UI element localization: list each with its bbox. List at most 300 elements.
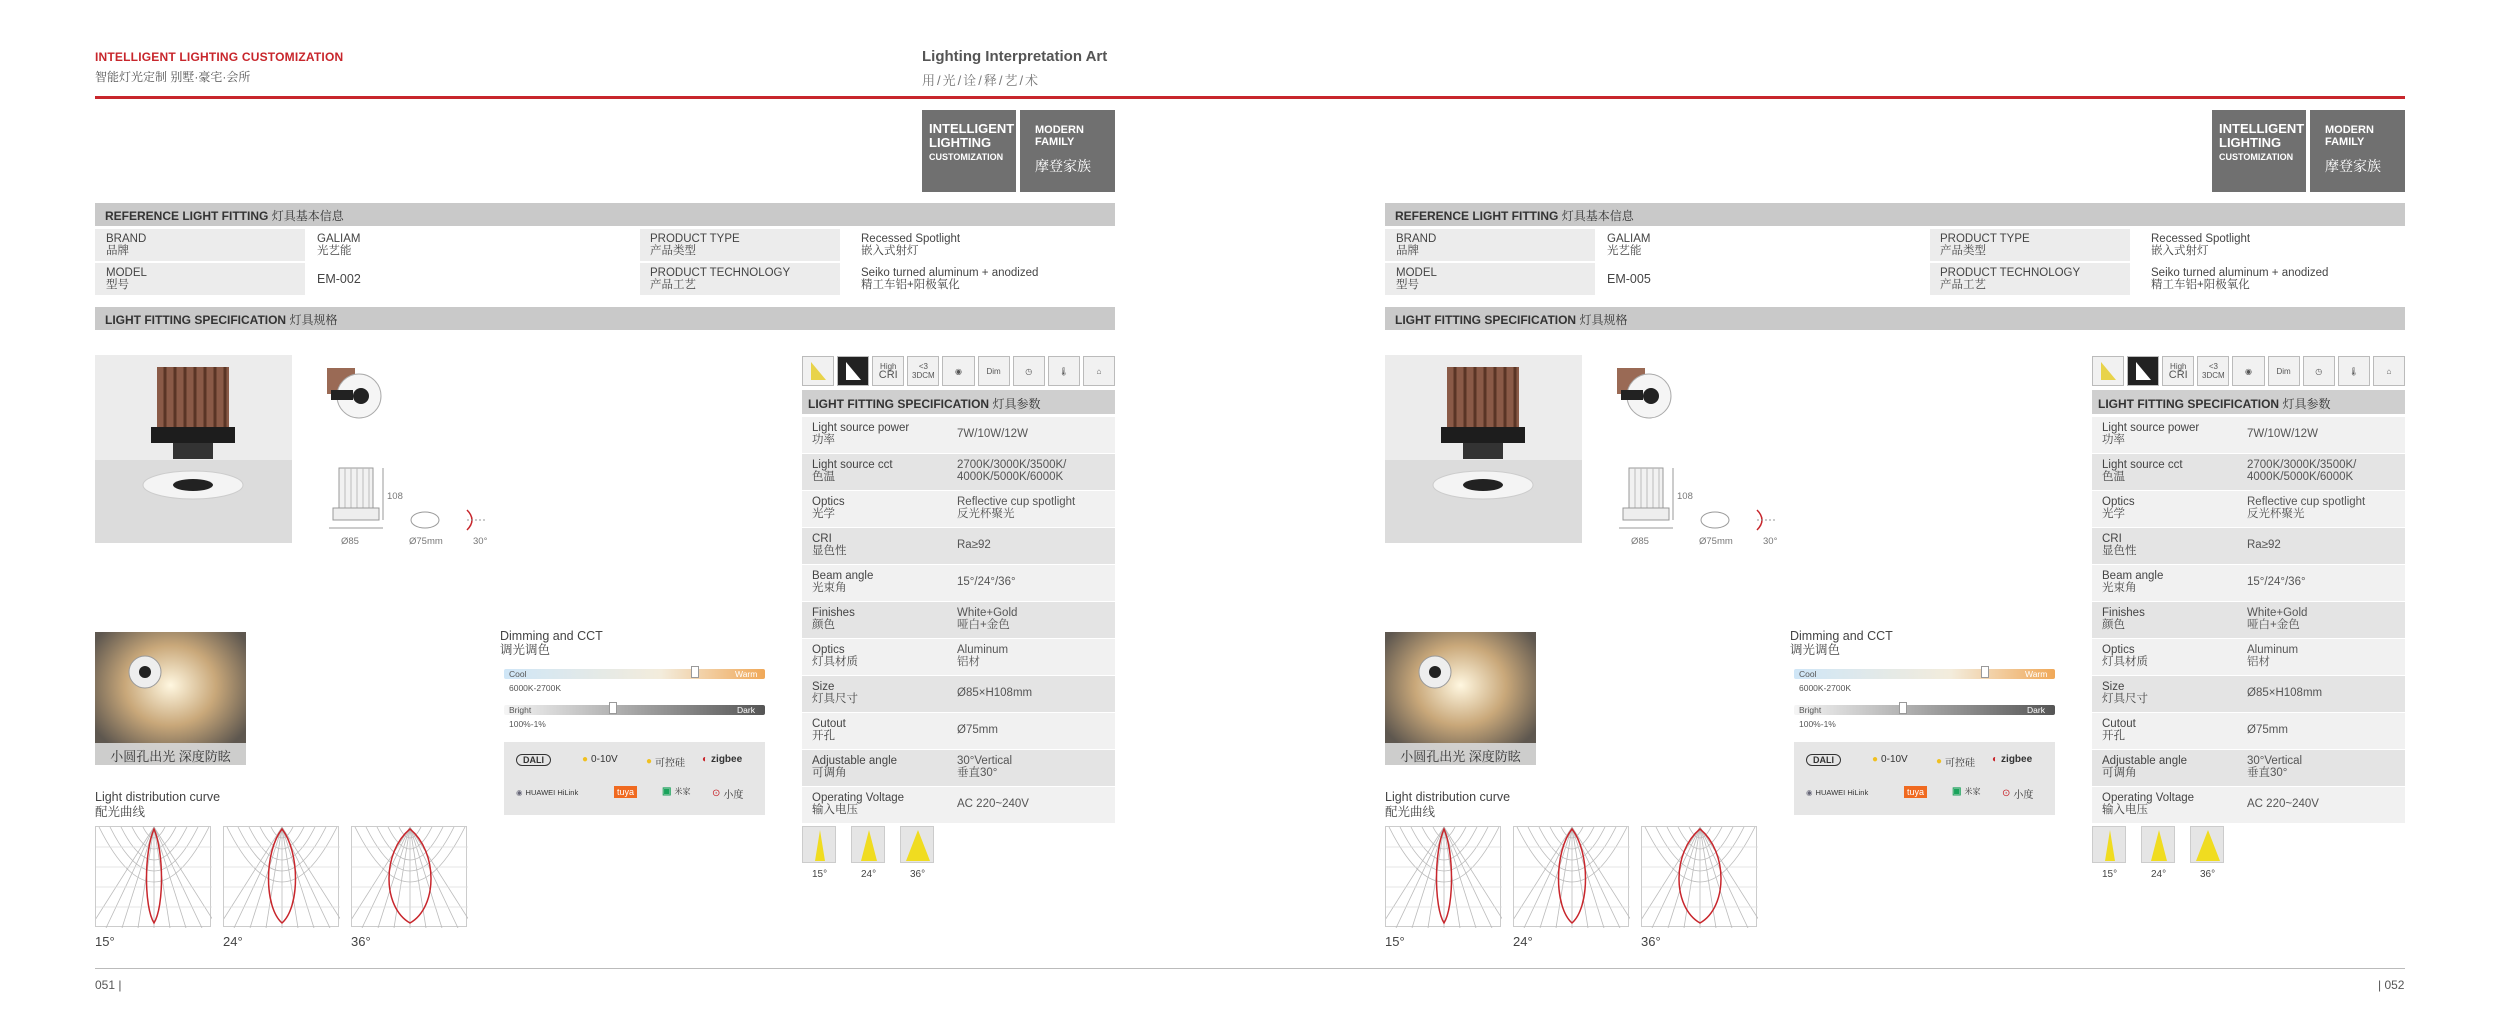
dali-text: DALI <box>1806 754 1841 766</box>
spec-row <box>2092 750 2405 786</box>
hole-caption: 小圆孔出光 深度防眩 <box>1385 743 1536 765</box>
dim-icon <box>2268 356 2300 386</box>
brand-value-en: GALIAM <box>1607 233 1651 245</box>
page-left <box>95 0 1115 1035</box>
hole-caption: 小圆孔出光 深度防眩 <box>95 743 246 765</box>
spec-label-cn: 开孔 <box>2102 730 2125 742</box>
cri-top: High <box>880 362 897 371</box>
hilink-logo: ◉ HUAWEI HiLink <box>1806 788 1869 797</box>
cri-text: CRI <box>2168 369 2188 381</box>
spec-value-line1: Aluminum <box>2247 644 2299 656</box>
ref-model-label <box>106 267 147 291</box>
model-label-cn: 型号 <box>106 279 129 291</box>
brightness-gradient-bar <box>504 705 765 715</box>
spec-label <box>2102 533 2242 557</box>
tuya-text: tuya <box>1904 786 1927 798</box>
spec-label-en: Finishes <box>812 607 855 619</box>
spec-label-en: Optics <box>2102 496 2135 508</box>
spec-label-cn: 色温 <box>2102 471 2125 483</box>
spec-row <box>802 750 1115 786</box>
ref-brand-value <box>317 233 360 257</box>
dimming-title-cn: 调光调色 <box>500 643 551 657</box>
home-icon: ⌂ <box>2373 356 2405 386</box>
spec-label-en: Beam angle <box>812 570 874 582</box>
brand-value-en: GALIAM <box>317 233 361 245</box>
cct-range: 6000K-2700K <box>1799 683 1851 693</box>
spec-value <box>957 428 1112 440</box>
xiaodu-logo: ⊙ 小度 <box>712 788 744 801</box>
logo-family: FAMILY <box>2325 136 2365 148</box>
section-reference-cn: 灯具基本信息 <box>271 209 344 223</box>
spec-label-cn: 光束角 <box>812 582 847 594</box>
beam-angle-label: 15° <box>812 869 828 880</box>
clock-icon: ◷ <box>1013 356 1045 386</box>
dimming-title-en: Dimming and CCT <box>500 629 603 643</box>
spec-table-header <box>2092 390 2405 414</box>
zigbee-logo: ◐ zigbee <box>702 754 743 765</box>
ptech-value-en: Seiko turned aluminum + anodized <box>861 267 1039 279</box>
spec-label <box>812 792 952 816</box>
spec-label <box>812 496 952 520</box>
beam-icon <box>802 356 834 386</box>
ref-ptech-value <box>2151 267 2328 291</box>
spec-label-en: Adjustable angle <box>2102 755 2188 767</box>
brand-value-cn: 光艺能 <box>1607 245 1642 257</box>
product-angle-icon <box>317 360 397 430</box>
spec-label-en: Operating Voltage <box>2102 792 2195 804</box>
spec-value-line1: 30°Vertical <box>957 755 1013 767</box>
distribution-label: 24° <box>223 934 243 949</box>
distribution-label: 15° <box>95 934 115 949</box>
spec-row <box>802 676 1115 712</box>
spec-label <box>2102 755 2242 779</box>
spec-value <box>957 607 1112 631</box>
product-photo <box>95 355 292 543</box>
logo-line2: LIGHTING <box>2219 135 2282 150</box>
spec-label-cn: 灯具材质 <box>2102 656 2148 668</box>
ref-ptype-value <box>2151 233 2250 257</box>
logo-modern: MODERN <box>2325 124 2374 136</box>
logo-family-cn: 摩登家族 <box>2325 158 2381 174</box>
dimming-title-cn: 调光调色 <box>1790 643 1841 657</box>
spec-value <box>2247 496 2402 520</box>
hilink-logo: ◉ HUAWEI HiLink <box>516 788 579 797</box>
dim-angle: 30° <box>1763 536 1778 547</box>
beam-angle-label: 24° <box>861 869 877 880</box>
spec-row <box>2092 602 2405 638</box>
tuya-logo <box>614 786 637 798</box>
hilink-text: HUAWEI HiLink <box>525 788 579 797</box>
spec-value-line1: AC 220~240V <box>957 798 1029 810</box>
beam-angle-icon <box>2092 826 2126 863</box>
spec-label-en: Beam angle <box>2102 570 2164 582</box>
cct-gradient-bar <box>504 669 765 679</box>
section-reference-en: REFERENCE LIGHT FITTING <box>1395 209 1559 223</box>
ptype-label-cn: 产品类型 <box>1940 245 1986 257</box>
ptech-value-cn: 精工车铝+阳极氧化 <box>2151 279 2250 291</box>
logo-modern: MODERN <box>1035 124 1084 136</box>
spec-label-cn: 显色性 <box>812 545 847 557</box>
dali-logo <box>516 754 551 766</box>
spec-value-line1: 2700K/3000K/3500K/ <box>957 459 1067 471</box>
xiaodu-text: 小度 <box>723 790 744 801</box>
hilink-text: HUAWEI HiLink <box>1815 788 1869 797</box>
ref-brand-label <box>1396 233 1436 257</box>
spec-value-line1: 7W/10W/12W <box>2247 428 2318 440</box>
ref-ptype-label <box>1940 233 2030 257</box>
ptype-value-en: Recessed Spotlight <box>2151 233 2251 245</box>
spec-row <box>802 565 1115 601</box>
brightness-gradient-bar <box>1794 705 2055 715</box>
hole-photo <box>1385 632 1536 765</box>
dim-icon <box>978 356 1010 386</box>
spec-label-en: Light source cct <box>2102 459 2183 471</box>
cct-cool-label: Cool <box>509 669 527 679</box>
xiaodu-text: 小度 <box>2013 790 2034 801</box>
feature-icons <box>802 356 1115 386</box>
spec-label <box>812 459 952 483</box>
section-spec-en: LIGHT FITTING SPECIFICATION <box>105 313 287 327</box>
ref-ptech-label <box>1940 267 2080 291</box>
ref-model-value: EM-005 <box>1607 272 1651 286</box>
bright-range: 100%-1% <box>1799 719 1836 729</box>
ptech-label-en: PRODUCT TECHNOLOGY <box>650 267 791 279</box>
spec-label-cn: 输入电压 <box>2102 804 2148 816</box>
distribution-curve <box>1385 826 1501 927</box>
spec-label <box>812 644 952 668</box>
brand-label-cn: 品牌 <box>106 245 129 257</box>
ptype-value-cn: 嵌入式射灯 <box>2151 245 2209 257</box>
ptech-label-en: PRODUCT TECHNOLOGY <box>1940 267 2081 279</box>
spec-row <box>2092 787 2405 823</box>
zigbee-text: zigbee <box>711 754 743 765</box>
logo-line2: LIGHTING <box>929 135 992 150</box>
section-reference-en: REFERENCE LIGHT FITTING <box>105 209 269 223</box>
beam-angle-icon <box>2190 826 2224 863</box>
spec-label <box>812 755 952 779</box>
cct-slider-handle <box>1981 666 1989 678</box>
010v-logo: ● 0-10V <box>1872 754 1908 765</box>
reference-info <box>95 229 1115 297</box>
spec-value <box>2247 459 2402 483</box>
distribution-curve <box>351 826 467 927</box>
cri-text: CRI <box>878 369 898 381</box>
cri-icon <box>2162 356 2194 386</box>
spec-table-title-en: LIGHT FITTING SPECIFICATION <box>2098 397 2280 411</box>
spec-value-line1: 2700K/3000K/3500K/ <box>2247 459 2357 471</box>
spec-value <box>957 496 1112 520</box>
dim-text: Dim <box>2276 366 2291 376</box>
ptech-label-cn: 产品工艺 <box>650 279 696 291</box>
dimming-title <box>1790 629 1893 657</box>
010v-logo: ● 0-10V <box>582 754 618 765</box>
spec-label <box>2102 792 2242 816</box>
spec-label-cn: 可调角 <box>812 767 847 779</box>
ugr-top: <3 <box>918 362 928 371</box>
spec-value-line1: Ø75mm <box>957 724 998 736</box>
dim-height: 108 <box>387 491 403 502</box>
dark-label: Dark <box>737 705 755 715</box>
distribution-title-cn: 配光曲线 <box>1385 805 1436 819</box>
page-number-left: 051 | <box>95 978 122 992</box>
distribution-title-cn: 配光曲线 <box>95 805 146 819</box>
triac-text: 可控硅 <box>655 758 686 769</box>
ugr-icon <box>907 356 939 386</box>
spec-label-cn: 光束角 <box>2102 582 2137 594</box>
spec-label <box>2102 422 2242 446</box>
spec-label-en: Size <box>812 681 835 693</box>
ref-ptype-value <box>861 233 960 257</box>
dimming-title <box>500 629 603 657</box>
spec-label-en: Optics <box>2102 644 2135 656</box>
spec-label-en: CRI <box>2102 533 2122 545</box>
spec-label-en: Light source cct <box>812 459 893 471</box>
spec-value-line1: Ra≥92 <box>957 539 991 551</box>
ref-model-label <box>1396 267 1437 291</box>
tuya-text: tuya <box>614 786 637 798</box>
protocol-logos <box>1794 742 2055 815</box>
spec-label <box>812 570 952 594</box>
spec-label-cn: 显色性 <box>2102 545 2137 557</box>
spec-value <box>2247 428 2402 440</box>
spec-label <box>2102 459 2242 483</box>
brand-label-cn: 品牌 <box>1396 245 1419 257</box>
logo-line3: CUSTOMIZATION <box>929 152 1004 162</box>
spec-label-cn: 颜色 <box>812 619 835 631</box>
spec-row <box>802 787 1115 823</box>
spec-table-header <box>802 390 1115 414</box>
spec-table-title-en: LIGHT FITTING SPECIFICATION <box>808 397 990 411</box>
spec-label <box>2102 644 2242 668</box>
bright-label: Bright <box>1799 705 1822 715</box>
beam-angle-label: 36° <box>2200 869 2216 880</box>
thermo-icon: 🌡 <box>1048 356 1080 386</box>
spec-value-line1: 15°/24°/36° <box>957 576 1016 588</box>
spec-label <box>2102 681 2242 705</box>
distribution-curve <box>223 826 339 927</box>
triac-text: 可控硅 <box>1945 758 1976 769</box>
logo-intelligent <box>2212 110 2306 192</box>
spec-value-line1: 30°Vertical <box>2247 755 2303 767</box>
model-label-en: MODEL <box>106 267 147 279</box>
spec-value <box>957 798 1112 810</box>
logo-line3: CUSTOMIZATION <box>2219 152 2294 162</box>
zigbee-logo: ◐ zigbee <box>1992 754 2033 765</box>
spec-label-cn: 输入电压 <box>812 804 858 816</box>
spec-label <box>812 681 952 705</box>
dim-cutout: Ø75mm <box>1699 536 1733 547</box>
section-reference-cn: 灯具基本信息 <box>1561 209 1634 223</box>
ptype-value-cn: 嵌入式射灯 <box>861 245 919 257</box>
spec-label-cn: 颜色 <box>2102 619 2125 631</box>
spec-value-line2: 哑白+金色 <box>957 619 1010 631</box>
clock-icon: ◷ <box>2303 356 2335 386</box>
spec-row <box>2092 528 2405 564</box>
beam-angle-label: 15° <box>2102 869 2118 880</box>
logo-line1: INTELLIGENT <box>929 121 1015 136</box>
spec-row <box>802 602 1115 638</box>
spec-label <box>812 533 952 557</box>
section-spec-en: LIGHT FITTING SPECIFICATION <box>1395 313 1577 327</box>
mijia-text: 米家 <box>674 787 691 796</box>
spec-row <box>2092 713 2405 749</box>
spec-value-line2: 铝材 <box>2247 656 2270 668</box>
spec-row <box>802 454 1115 490</box>
ugr-top: <3 <box>2208 362 2218 371</box>
ugr-text: 3DCM <box>912 371 935 380</box>
ugr-text: 3DCM <box>2202 371 2225 380</box>
dim-diameter: Ø85 <box>1631 536 1649 547</box>
logo-family: FAMILY <box>1035 136 1075 148</box>
xiaodu-logo: ⊙ 小度 <box>2002 788 2034 801</box>
spec-value <box>957 687 1112 699</box>
spec-value <box>2247 687 2402 699</box>
spec-value-line2: 反光杯聚光 <box>957 508 1015 520</box>
010v-text: 0-10V <box>1881 754 1908 765</box>
spec-value <box>957 576 1112 588</box>
cri-top: High <box>2170 362 2187 371</box>
spec-value <box>2247 755 2402 779</box>
spec-row <box>802 713 1115 749</box>
distribution-title-en: Light distribution curve <box>95 790 221 804</box>
spec-value-line1: Reflective cup spotlight <box>957 496 1076 508</box>
spec-label-cn: 功率 <box>2102 434 2125 446</box>
distribution-label: 24° <box>1513 934 1533 949</box>
spec-label-en: Finishes <box>2102 607 2145 619</box>
spec-value-line1: 7W/10W/12W <box>957 428 1028 440</box>
ref-ptech-label <box>650 267 790 291</box>
spec-value-line1: Aluminum <box>957 644 1009 656</box>
spec-label-en: Size <box>2102 681 2125 693</box>
dark-label: Dark <box>2027 705 2045 715</box>
spec-label <box>2102 607 2242 631</box>
protocol-logos <box>504 742 765 815</box>
section-specification <box>95 307 1115 330</box>
cct-gradient-bar <box>1794 669 2055 679</box>
spec-table-title-cn: 灯具参数 <box>2282 397 2331 411</box>
spec-label-cn: 功率 <box>812 434 835 446</box>
spec-value-line1: Ø85×H108mm <box>2247 687 2323 699</box>
spec-value-line1: White+Gold <box>957 607 1018 619</box>
beam-angle-icon <box>2141 826 2175 863</box>
spec-value <box>2247 539 2402 551</box>
cct-warm-label: Warm <box>735 669 758 679</box>
brightness-slider-handle <box>1899 702 1907 714</box>
spec-label-cn: 色温 <box>812 471 835 483</box>
spec-label-en: Light source power <box>812 422 910 434</box>
spec-value-line2: 铝材 <box>957 656 980 668</box>
art-title: Lighting Interpretation Art <box>922 48 1108 65</box>
logo-family-cn: 摩登家族 <box>1035 158 1091 174</box>
spec-value <box>957 755 1112 779</box>
dali-logo <box>1806 754 1841 766</box>
tuya-logo <box>1904 786 1927 798</box>
distribution-label: 36° <box>351 934 371 949</box>
dimming-title-en: Dimming and CCT <box>1790 629 1893 643</box>
spec-value-line2: 垂直30° <box>2247 767 2288 779</box>
spec-value <box>957 539 1112 551</box>
ref-ptype-label <box>650 233 740 257</box>
010v-text: 0-10V <box>591 754 618 765</box>
spec-value-line1: Ra≥92 <box>2247 539 2281 551</box>
spec-value <box>2247 724 2402 736</box>
brightness-slider-handle <box>609 702 617 714</box>
logo-intelligent <box>922 110 1016 192</box>
product-angle-icon <box>1607 360 1687 430</box>
spec-value-line2: 垂直30° <box>957 767 998 779</box>
spec-value <box>957 644 1112 668</box>
spec-value-line1: Ø75mm <box>2247 724 2288 736</box>
glare-icon <box>837 356 869 386</box>
ugr-icon <box>2197 356 2229 386</box>
spec-row <box>2092 417 2405 453</box>
spec-row <box>802 639 1115 675</box>
spec-label-en: Operating Voltage <box>812 792 905 804</box>
spec-label-en: Optics <box>812 644 845 656</box>
cct-warm-label: Warm <box>2025 669 2048 679</box>
beam-angle-label: 24° <box>2151 869 2167 880</box>
reference-info <box>1385 229 2405 297</box>
dim-diameter: Ø85 <box>341 536 359 547</box>
brand-label-en: BRAND <box>1396 233 1437 245</box>
mijia-text: 米家 <box>1964 787 1981 796</box>
spec-value-line2: 哑白+金色 <box>2247 619 2300 631</box>
dali-text: DALI <box>516 754 551 766</box>
hole-photo <box>95 632 246 765</box>
cct-cool-label: Cool <box>1799 669 1817 679</box>
page-number-right: | 052 <box>2378 978 2405 992</box>
brand-subtitle: 智能灯光定制 别墅·豪宅·会所 <box>95 70 251 84</box>
cri-icon <box>872 356 904 386</box>
spec-row <box>802 491 1115 527</box>
ptech-value-en: Seiko turned aluminum + anodized <box>2151 267 2329 279</box>
spec-label-cn: 灯具尺寸 <box>2102 693 2148 705</box>
spec-row <box>2092 639 2405 675</box>
distribution-title <box>95 790 220 820</box>
spec-label-cn: 可调角 <box>2102 767 2137 779</box>
section-specification <box>1385 307 2405 330</box>
spec-value <box>2247 798 2402 810</box>
spec-label <box>812 422 952 446</box>
section-spec-cn: 灯具规格 <box>289 313 338 327</box>
spec-row <box>2092 565 2405 601</box>
ref-ptech-value <box>861 267 1038 291</box>
ref-model-value: EM-002 <box>317 272 361 286</box>
ptype-label-cn: 产品类型 <box>650 245 696 257</box>
beam-angle-icon <box>802 826 836 863</box>
bright-label: Bright <box>509 705 532 715</box>
spec-label-en: Cutout <box>812 718 846 730</box>
feature-icons <box>2092 356 2405 386</box>
triac-logo: ● 可控硅 <box>646 756 686 769</box>
distribution-label: 36° <box>1641 934 1661 949</box>
spec-row <box>2092 676 2405 712</box>
spec-label-en: Optics <box>812 496 845 508</box>
ptype-label-en: PRODUCT TYPE <box>1940 233 2030 245</box>
beam-angle-icon <box>851 826 885 863</box>
spec-label <box>2102 496 2242 520</box>
spec-value <box>2247 576 2402 588</box>
dim-cutout: Ø75mm <box>409 536 443 547</box>
spec-value-line2: 4000K/5000K/6000K <box>957 471 1064 483</box>
spec-label <box>812 607 952 631</box>
logo-modern-family <box>2310 110 2405 192</box>
spec-label-cn: 灯具尺寸 <box>812 693 858 705</box>
product-photo <box>1385 355 1582 543</box>
cct-range: 6000K-2700K <box>509 683 561 693</box>
model-label-cn: 型号 <box>1396 279 1419 291</box>
spec-label-en: Adjustable angle <box>812 755 898 767</box>
